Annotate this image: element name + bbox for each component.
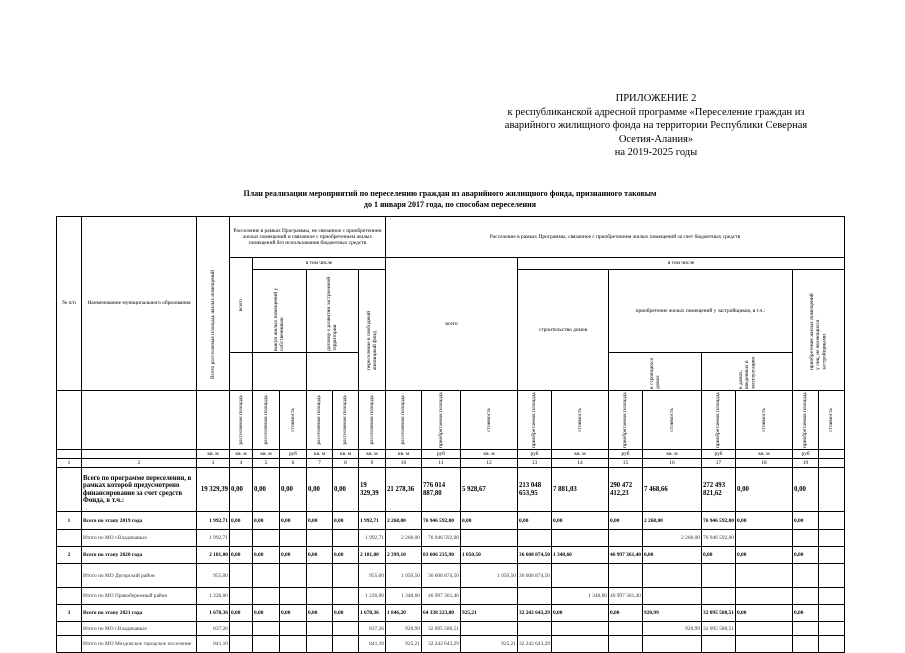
header-spacer: [253, 353, 307, 391]
table-cell: [333, 636, 359, 653]
table-cell: 1 050,50: [461, 564, 518, 588]
table-cell: 213 048 653,95: [518, 468, 552, 512]
table-cell: [609, 530, 643, 547]
header-spacer: [307, 353, 359, 391]
table-cell: 1 050,50: [461, 547, 518, 564]
table-cell: [518, 622, 552, 636]
table-cell: 0,00: [552, 512, 609, 530]
header-num: № п/п: [57, 217, 82, 391]
table-cell: 2 268,00: [643, 512, 702, 530]
table-cell: 1 992,71: [359, 530, 386, 547]
table-cell: [518, 588, 552, 605]
header-group-2: Расселение в рамках Программы, связанное с приобретением жилых помещений за счет бюджетных средств: [386, 217, 845, 258]
table-row: [57, 564, 845, 588]
unit-cell: руб: [280, 449, 307, 458]
header-g1-v-tom-chisle: в том числе: [253, 258, 386, 270]
table-cell: [280, 622, 307, 636]
row-number: [57, 468, 82, 512]
column-number: 17: [702, 459, 736, 468]
column-number: 1: [57, 459, 82, 468]
table-cell: 32 095 580,51: [702, 605, 736, 622]
table-cell: [819, 622, 845, 636]
table-cell: 1 992,71: [197, 512, 230, 530]
table-row: [57, 468, 845, 512]
table-cell: 1 348,60: [386, 588, 422, 605]
unit-cell: кв. м: [461, 449, 518, 458]
column-number: 2: [82, 459, 197, 468]
table-cell: [307, 530, 333, 547]
header-blank: [82, 391, 197, 450]
table-cell: [253, 564, 280, 588]
column-number: 11: [422, 459, 461, 468]
table-cell: 0,00: [230, 605, 253, 622]
table-cell: 0,00: [609, 512, 643, 530]
table-cell: 955,00: [197, 564, 230, 588]
table-cell: 0,00: [793, 512, 819, 530]
table-cell: 0,00: [307, 547, 333, 564]
column-number: 19: [793, 459, 819, 468]
unit-cell: кв. м: [552, 449, 609, 458]
table-cell: [736, 530, 793, 547]
row-number: [57, 588, 82, 605]
table-cell: 32 242 643,29: [518, 605, 552, 622]
appendix-line: аварийного жилищного фонда на территории Республики Северная: [504, 120, 808, 131]
row-name: Итого по МО г.Владикавказ: [82, 530, 197, 547]
table-cell: [793, 588, 819, 605]
table-cell: [702, 636, 736, 653]
table-cell: 1 678,36: [197, 605, 230, 622]
table-cell: 0,00: [333, 547, 359, 564]
subheader-ras-pl: расселяемая площадь: [230, 391, 253, 450]
row-name: Итого по МО Правобережный район: [82, 588, 197, 605]
appendix-block: [491, 92, 821, 160]
column-number: 14: [552, 459, 609, 468]
table-cell: [333, 530, 359, 547]
subheader-stoimost: стоимость: [280, 391, 307, 450]
table-cell: 925,21: [461, 636, 518, 653]
table-cell: 0,00: [793, 547, 819, 564]
table-cell: 76 946 592,00: [702, 530, 736, 547]
subheader-priob-pl: приобретаемая площадь: [793, 391, 819, 450]
row-number: [57, 622, 82, 636]
table-row: [57, 512, 845, 530]
row-number: [57, 564, 82, 588]
table-cell: 7 468,66: [643, 468, 702, 512]
table-cell: [793, 530, 819, 547]
table-cell: [609, 564, 643, 588]
column-number: 3: [197, 459, 230, 468]
table-cell: 1 992,71: [197, 530, 230, 547]
table-cell: [819, 530, 845, 547]
subheader-ras-pl: расселяемая площадь: [333, 391, 359, 450]
header-name: Наименование муниципального образования: [82, 217, 197, 391]
table-cell: 837,26: [359, 622, 386, 636]
table-row: [57, 605, 845, 622]
row-number: 1: [57, 512, 82, 530]
unit-cell: кв. м: [386, 449, 422, 458]
table-cell: 0,00: [280, 468, 307, 512]
unit-cell: кв. м: [307, 449, 333, 458]
header-g2-v-tom-chisle: в том числе: [518, 258, 845, 270]
table-cell: 841,10: [197, 636, 230, 653]
table-cell: 1 348,60: [552, 588, 609, 605]
table-cell: [461, 622, 518, 636]
table-cell: [819, 547, 845, 564]
table-cell: [643, 636, 702, 653]
header-g1-sub2: договор о развитии застроенной территории: [307, 270, 359, 353]
table-cell: [230, 530, 253, 547]
subheader-priob-pl: приобретаемая площадь: [422, 391, 461, 450]
subheader-stoimost: стоимость: [736, 391, 793, 450]
table-cell: 2 268,00: [643, 530, 702, 547]
table-cell: [702, 564, 736, 588]
header-g2-sub1: строительство домов: [518, 270, 609, 391]
table-cell: 0,00: [230, 468, 253, 512]
table-cell: 920,99: [386, 622, 422, 636]
table-cell: 0,00: [280, 605, 307, 622]
table-cell: 5 928,67: [461, 468, 518, 512]
subheader-ras-pl: расселяемая площадь: [253, 391, 280, 450]
table-cell: [333, 564, 359, 588]
table-cell: [333, 622, 359, 636]
table-cell: [253, 530, 280, 547]
header-blank: [57, 391, 82, 450]
table-cell: 272 493 821,62: [702, 468, 736, 512]
column-number: [819, 459, 845, 468]
table-cell: 925,21: [461, 605, 518, 622]
table-cell: 36 608 874,50: [422, 564, 461, 588]
table-cell: 2 268,00: [386, 512, 422, 530]
row-number: 2: [57, 547, 82, 564]
table-cell: [461, 588, 518, 605]
unit-cell: [819, 449, 845, 458]
table-cell: [307, 588, 333, 605]
table-cell: 0,00: [253, 512, 280, 530]
header-g2-sub2a: в строящихся домах: [609, 353, 702, 391]
table-cell: 64 338 223,80: [422, 605, 461, 622]
column-number: 7: [307, 459, 333, 468]
table-cell: [736, 636, 793, 653]
table-cell: 776 014 887,80: [422, 468, 461, 512]
header-g2-sub3: приобретение жилых помещений у лиц, не являющихся застройщиками: [793, 270, 845, 391]
table-cell: [552, 530, 609, 547]
table-cell: 1 226,00: [359, 588, 386, 605]
table-cell: 0,00: [609, 605, 643, 622]
table-cell: [643, 564, 702, 588]
table-cell: [793, 636, 819, 653]
table-cell: [793, 622, 819, 636]
table-cell: [280, 588, 307, 605]
table-cell: [230, 622, 253, 636]
row-number: [57, 636, 82, 653]
table-cell: 2 181,00: [197, 547, 230, 564]
unit-cell: кв. м: [359, 449, 386, 458]
appendix-line: на 2019-2025 годы: [614, 147, 698, 158]
unit-cell: руб: [702, 449, 736, 458]
table-cell: 0,00: [280, 512, 307, 530]
table-cell: [280, 636, 307, 653]
table-cell: 0,00: [307, 468, 333, 512]
table-cell: 837,26: [197, 622, 230, 636]
table-cell: 1 846,20: [386, 605, 422, 622]
table-cell: 0,00: [643, 547, 702, 564]
unit-cell: руб: [422, 449, 461, 458]
table-cell: 19 329,39: [359, 468, 386, 512]
table-cell: 0,00: [230, 547, 253, 564]
subheader-priob-pl: приобретаемая площадь: [609, 391, 643, 450]
appendix-line: Осетия-Алания»: [618, 133, 694, 145]
header-g1-sub1: выкуп жилых помещений у собственников: [253, 270, 307, 353]
table-cell: [552, 622, 609, 636]
row-name: Всего по этапу 2019 года: [82, 512, 197, 530]
table-cell: 2 268,00: [386, 530, 422, 547]
table-cell: 1 050,50: [386, 564, 422, 588]
appendix-title: ПРИЛОЖЕНИЕ 2: [615, 93, 697, 104]
table-cell: [253, 636, 280, 653]
table-cell: 36 608 874,50: [518, 547, 552, 564]
table-cell: [736, 622, 793, 636]
table-cell: 0,00: [230, 512, 253, 530]
table-cell: 0,00: [793, 468, 819, 512]
table-row: [57, 636, 845, 653]
subheader-ras-pl: расселяемая площадь: [386, 391, 422, 450]
column-number: 4: [230, 459, 253, 468]
column-number: 9: [359, 459, 386, 468]
header-blank: [197, 391, 230, 450]
unit-cell: кв. м: [253, 449, 280, 458]
row-name: Всего по этапу 2020 года: [82, 547, 197, 564]
table-cell: 1 226,00: [197, 588, 230, 605]
unit-cell: [82, 449, 197, 458]
document-title: План реализации мероприятий по переселению граждан из аварийного жилищного фонда, признанного таковым до 1 января 2017 года, по способам переселения: [243, 189, 657, 209]
subheader-stoimost: стоимость: [461, 391, 518, 450]
table-cell: [819, 468, 845, 512]
header-g2-sub2: приобретение жилых помещений у застройщиков, в т.ч.:: [609, 270, 793, 353]
table-cell: 32 095 580,51: [422, 622, 461, 636]
table-cell: [230, 636, 253, 653]
table-cell: 19 329,39: [197, 468, 230, 512]
row-number: 3: [57, 605, 82, 622]
unit-cell: руб: [793, 449, 819, 458]
table-cell: [702, 588, 736, 605]
table-cell: [643, 588, 702, 605]
table-cell: [819, 636, 845, 653]
table-cell: [307, 564, 333, 588]
table-row: [57, 530, 845, 547]
column-number: 15: [609, 459, 643, 468]
unit-cell: руб: [518, 449, 552, 458]
table-cell: 925,21: [386, 636, 422, 653]
row-name: Итого по МО Дигорский район: [82, 564, 197, 588]
unit-cell: руб: [609, 449, 643, 458]
table-cell: [253, 622, 280, 636]
table-cell: [333, 588, 359, 605]
table-cell: 841,10: [359, 636, 386, 653]
table-cell: [230, 564, 253, 588]
table-row: [57, 588, 845, 605]
column-number: 6: [280, 459, 307, 468]
unit-cell: кв. м: [230, 449, 253, 458]
column-number: 18: [736, 459, 793, 468]
table-cell: [819, 564, 845, 588]
table-cell: 76 946 592,00: [422, 512, 461, 530]
table-cell: 0,00: [307, 605, 333, 622]
column-number: 13: [518, 459, 552, 468]
table-cell: 1 992,71: [359, 512, 386, 530]
subheader-stoimost: стоимость: [552, 391, 609, 450]
table-cell: 955,00: [359, 564, 386, 588]
subheader-stoimost: стоимость: [819, 391, 845, 450]
table-cell: 32 242 643,29: [422, 636, 461, 653]
table-cell: 21 278,36: [386, 468, 422, 512]
unit-cell: кв. м: [643, 449, 702, 458]
table-cell: 0,00: [461, 512, 518, 530]
table-row: [57, 547, 845, 564]
unit-cell: кв. м: [736, 449, 793, 458]
table-cell: [461, 530, 518, 547]
subheader-priob-pl: приобретаемая площадь: [518, 391, 552, 450]
row-name: Итого по МО Моздокское городское поселение: [82, 636, 197, 653]
row-name: Всего по этапу 2021 года: [82, 605, 197, 622]
table-cell: 46 997 361,40: [609, 588, 643, 605]
table-cell: 0,00: [253, 468, 280, 512]
table-cell: 0,00: [253, 547, 280, 564]
table-cell: 36 608 874,50: [518, 564, 552, 588]
row-number: [57, 530, 82, 547]
table-cell: 0,00: [280, 547, 307, 564]
table-cell: 0,00: [518, 512, 552, 530]
table-cell: 1 678,36: [359, 605, 386, 622]
plan-table: [56, 216, 845, 653]
header-total-area: Всего расселяемая площадь жилых помещений: [197, 217, 230, 391]
header-spacer: [230, 353, 253, 391]
table-cell: 0,00: [736, 605, 793, 622]
table-cell: 32 242 643,29: [518, 636, 552, 653]
column-number: 10: [386, 459, 422, 468]
table-cell: 46 997 361,40: [609, 547, 643, 564]
row-name: Всего по программе переселения, в рамках которой предусмотрено финансирование за счет средств Фонда, в т.ч.:: [82, 468, 197, 512]
table-cell: [518, 530, 552, 547]
subheader-stoimost: стоимость: [643, 391, 702, 450]
header-g2-sub2b: в домах, введенных в эксплуатацию: [702, 353, 793, 391]
subheader-ras-pl: расселяемая площадь: [307, 391, 333, 450]
table-cell: 0,00: [702, 547, 736, 564]
table-cell: 0,00: [736, 468, 793, 512]
table-cell: [280, 530, 307, 547]
table-cell: [736, 564, 793, 588]
unit-cell: кв. м: [333, 449, 359, 458]
appendix-line: к республиканской адресной программе «Переселение граждан из: [507, 106, 805, 118]
table-cell: 7 881,03: [552, 468, 609, 512]
table-cell: 0,00: [307, 512, 333, 530]
table-cell: 920,99: [643, 622, 702, 636]
header-group-1: Расселение в рамках Программы, не связанное с приобретением жилых помещений и связанное с приобретением жилых помещений без использования бюджетных средств: [230, 217, 386, 258]
unit-cell: [57, 449, 82, 458]
table-cell: [552, 636, 609, 653]
table-cell: [307, 622, 333, 636]
table-cell: [819, 605, 845, 622]
row-name: Итого по МО г.Владикавказ: [82, 622, 197, 636]
table-cell: [280, 564, 307, 588]
table-cell: 0,00: [736, 547, 793, 564]
table-cell: 2 181,00: [359, 547, 386, 564]
table-cell: 290 472 412,23: [609, 468, 643, 512]
table-cell: 0,00: [333, 468, 359, 512]
table-cell: 76 946 592,00: [422, 530, 461, 547]
table-cell: [736, 588, 793, 605]
table-cell: 0,00: [333, 512, 359, 530]
unit-cell: кв. м: [197, 449, 230, 458]
column-number: 8: [333, 459, 359, 468]
table-cell: [552, 564, 609, 588]
table-cell: [793, 564, 819, 588]
table-cell: [609, 636, 643, 653]
table-cell: 0,00: [253, 605, 280, 622]
table-cell: [253, 588, 280, 605]
table-cell: 2 399,10: [386, 547, 422, 564]
table-cell: [819, 512, 845, 530]
subheader-ras-pl: расселяемая площадь: [359, 391, 386, 450]
table-cell: 32 095 580,51: [702, 622, 736, 636]
column-number: 16: [643, 459, 702, 468]
subheader-priob-pl: приобретаемая площадь: [702, 391, 736, 450]
table-cell: 0,00: [333, 605, 359, 622]
table-cell: [819, 588, 845, 605]
table-cell: 0,00: [552, 605, 609, 622]
table-cell: [609, 622, 643, 636]
column-number: 12: [461, 459, 518, 468]
column-number: 5: [253, 459, 280, 468]
table-cell: 76 946 592,00: [702, 512, 736, 530]
table-cell: [307, 636, 333, 653]
table-cell: 83 606 235,90: [422, 547, 461, 564]
table-cell: 0,00: [736, 512, 793, 530]
table-cell: 0,00: [793, 605, 819, 622]
table-row: [57, 622, 845, 636]
header-g1-sub3: переселение в свободный жилищный фонд: [359, 270, 386, 391]
table-cell: 1 348,60: [552, 547, 609, 564]
header-g1-vsego: всего: [230, 258, 253, 353]
header-g2-vsego: всего: [386, 258, 518, 391]
table-cell: 920,99: [643, 605, 702, 622]
table-cell: 46 997 361,40: [422, 588, 461, 605]
table-cell: [230, 588, 253, 605]
